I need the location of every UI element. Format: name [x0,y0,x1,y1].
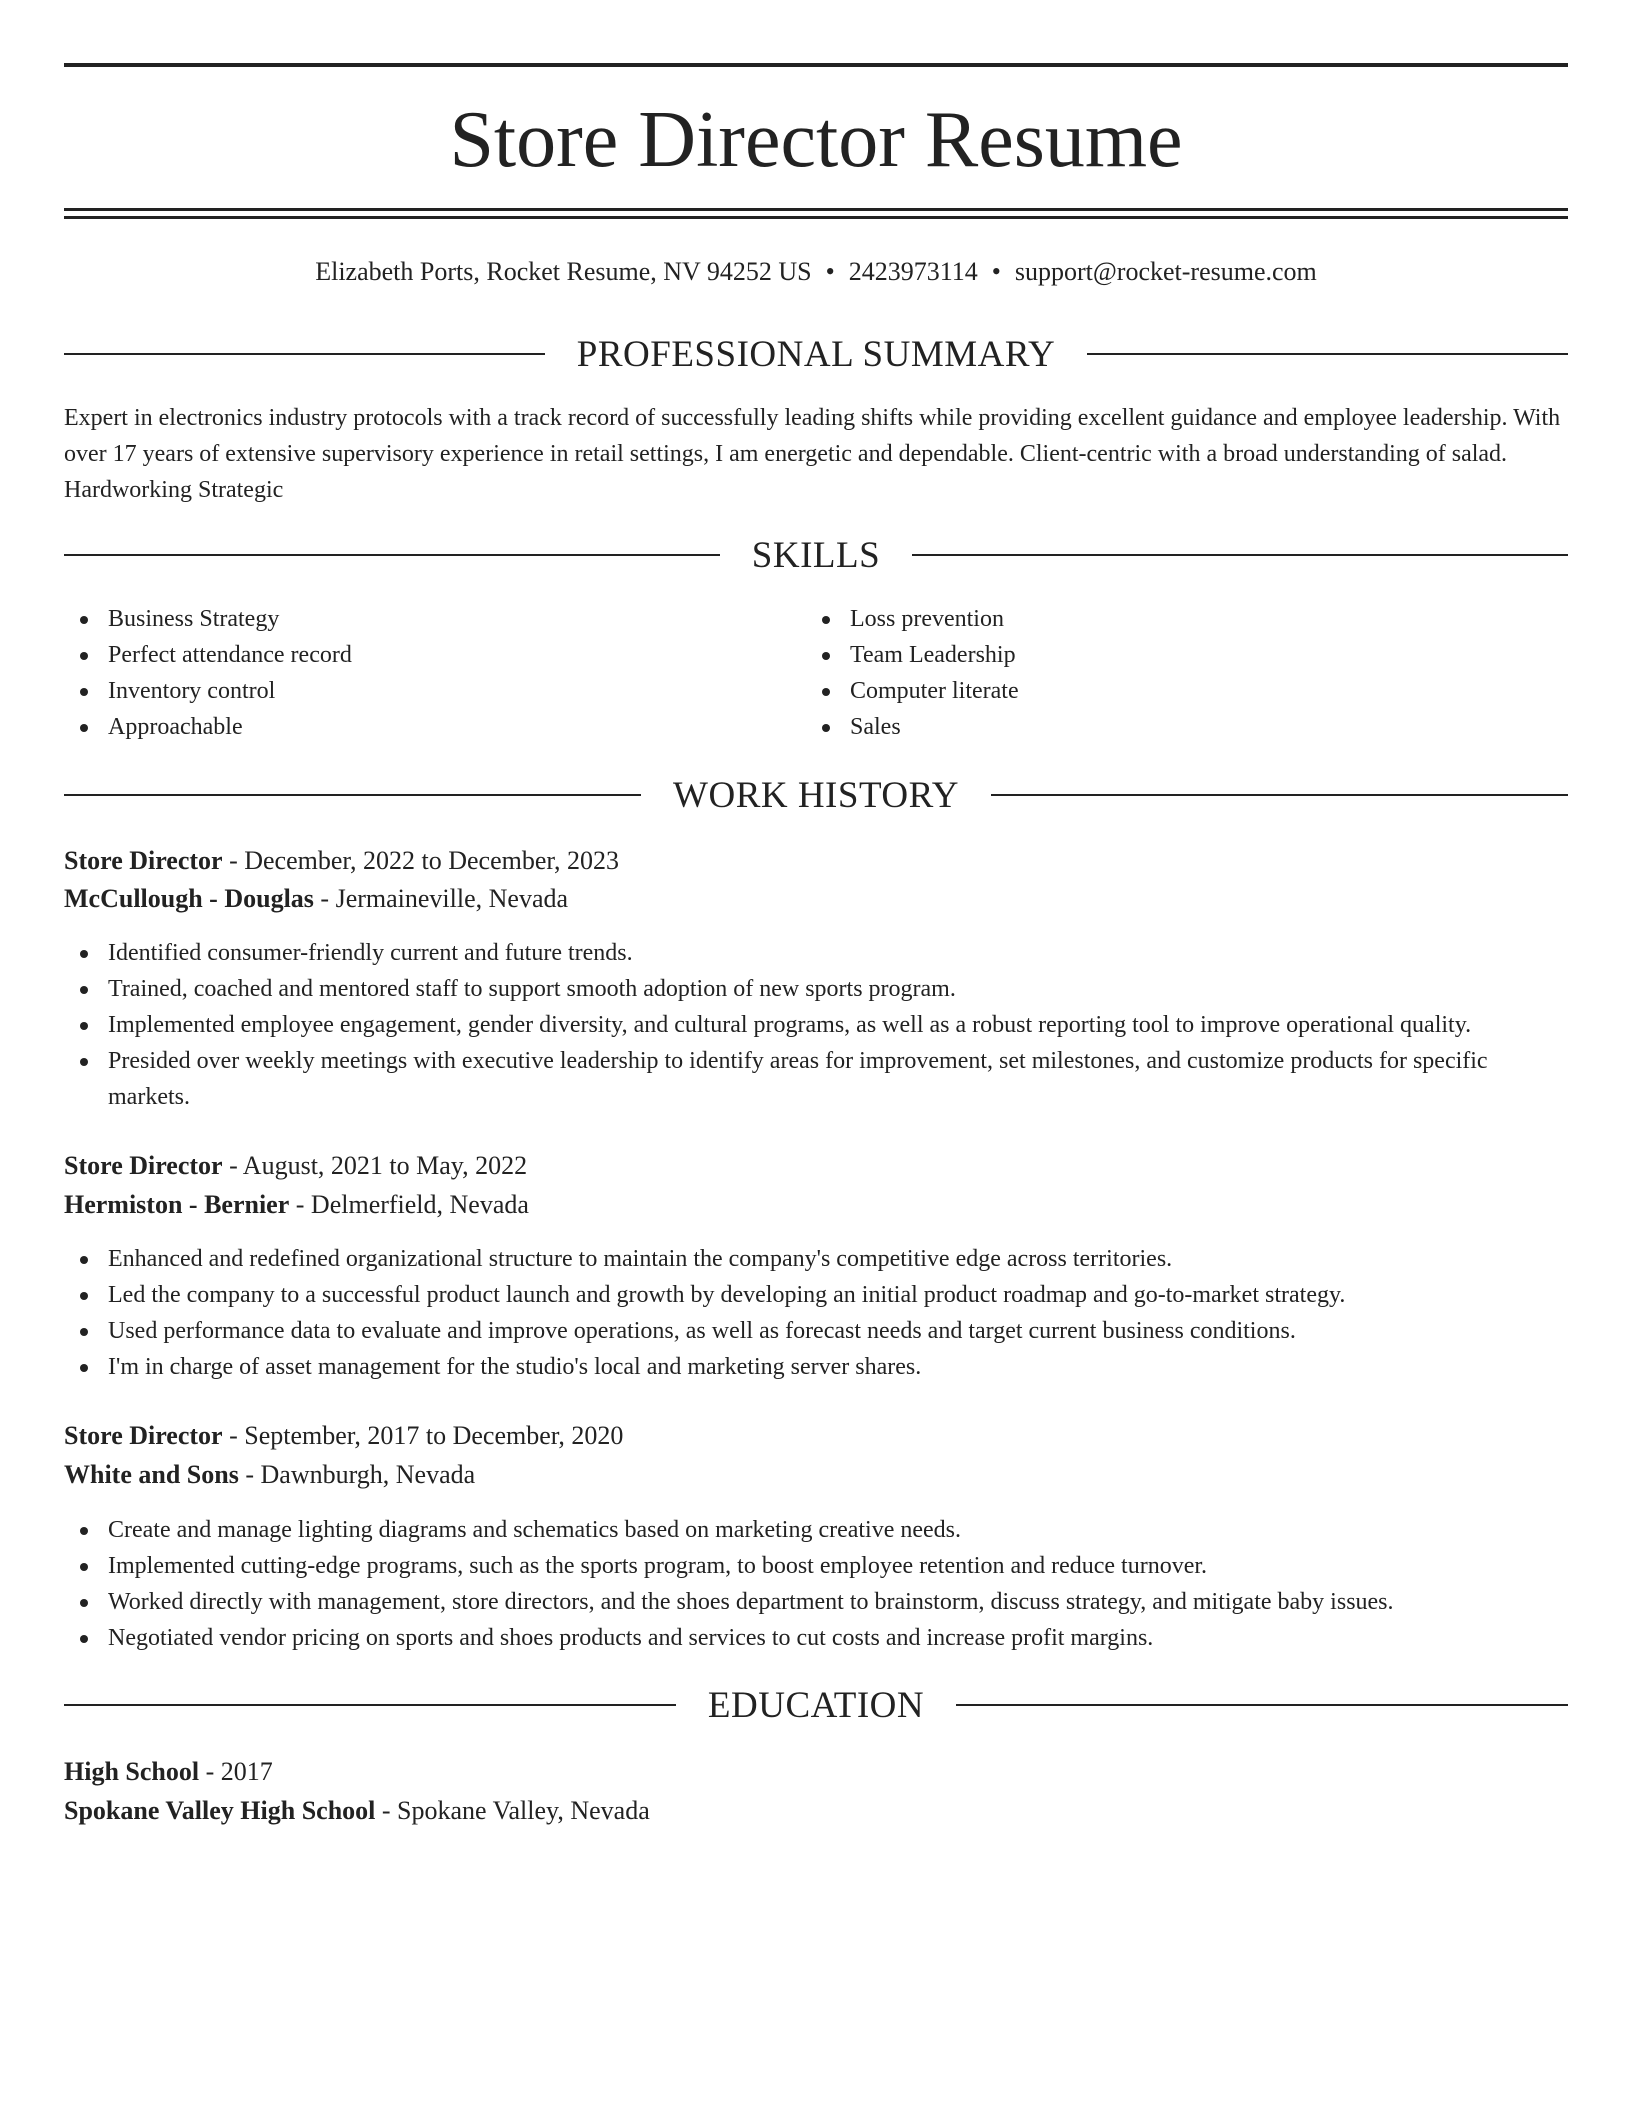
section-header-summary [64,332,1568,376]
job-bullet: Enhanced and redefined organizational structure to maintain the company's competitive edge across territories. [64,1241,1568,1277]
section-title: PROFESSIONAL SUMMARY [576,333,1056,375]
job-dates: - December, 2022 to December, 2023 [222,846,620,875]
section-rule [991,794,1568,796]
job-company: White and Sons [64,1460,239,1489]
job-location: - Jermaineville, Nevada [313,884,569,913]
education-school: Spokane Valley High School [64,1796,376,1825]
skill-item: Loss prevention [806,601,1546,637]
job-title-line [64,1147,1568,1185]
job-bullet: Presided over weekly meetings with executive leadership to identify areas for improvement, set milestones, and customize products for specific markets. [64,1043,1568,1115]
job-bullet: Led the company to a successful product launch and growth by developing an initial product roadmap and go-to-market strategy. [64,1277,1568,1313]
job-bullet: Worked directly with management, store directors, and the shoes department to brainstorm, discuss strategy, and mitigate baby issues. [64,1584,1568,1620]
education-year: - 2017 [199,1757,273,1786]
job-title-line [64,1417,1568,1455]
title-rule-upper [64,208,1568,211]
job-bullet: Implemented employee engagement, gender diversity, and cultural programs, as well as a robust reporting tool to improve operational quality. [64,1007,1568,1043]
job-bullet: Trained, coached and mentored staff to support smooth adoption of new sports program. [64,971,1568,1007]
contact-address: Elizabeth Ports, Rocket Resume, NV 94252 US [315,257,812,286]
job-bullets [64,935,1568,1115]
job-bullets [64,1512,1568,1656]
job-title: Store Director [64,846,223,875]
education-degree: High School [64,1757,200,1786]
education-location: - Spokane Valley, Nevada [375,1796,650,1825]
contact-email: support@rocket-resume.com [1014,257,1317,286]
job-bullet: Negotiated vendor pricing on sports and shoes products and services to cut costs and increase profit margins. [64,1620,1568,1656]
contact-phone: 2423973114 [848,257,978,286]
job-bullet: Create and manage lighting diagrams and schematics based on marketing creative needs. [64,1512,1568,1548]
contact-separator: • [825,257,835,286]
section-rule [64,353,545,355]
section-header-work [64,773,1568,817]
job-location: - Dawnburgh, Nevada [238,1460,476,1489]
job-bullet: Identified consumer-friendly current and future trends. [64,935,1568,971]
job-bullets [64,1241,1568,1385]
page-title: Store Director Resume [449,96,1183,184]
section-rule [64,554,720,556]
education-school-line [64,1792,1568,1830]
job-company: McCullough - Douglas [64,884,314,913]
section-rule [912,554,1568,556]
skill-item: Business Strategy [64,601,804,637]
job-bullet: I'm in charge of asset management for the studio's local and marketing server shares. [64,1349,1568,1385]
job-title-line [64,842,1568,880]
skills-list-left [64,601,804,745]
job-company: Hermiston - Bernier [64,1190,290,1219]
job-dates: - August, 2021 to May, 2022 [222,1151,528,1180]
contact-line [64,254,1568,290]
job-company-line [64,1456,1568,1494]
section-title: WORK HISTORY [673,774,959,816]
section-rule [64,1704,676,1706]
job-title: Store Director [64,1151,223,1180]
job-location: - Delmerfield, Nevada [289,1190,529,1219]
top-rule [64,63,1568,67]
section-header-education [64,1683,1568,1727]
skill-item: Approachable [64,709,804,745]
section-title: EDUCATION [707,1684,925,1726]
skill-item: Computer literate [806,673,1546,709]
section-rule [956,1704,1568,1706]
skill-item: Team Leadership [806,637,1546,673]
section-rule [64,794,641,796]
job-bullet: Used performance data to evaluate and improve operations, as well as forecast needs and target current business conditions. [64,1313,1568,1349]
job-bullet: Implemented cutting-edge programs, such as the sports program, to boost employee retention and reduce turnover. [64,1548,1568,1584]
section-rule [1087,353,1568,355]
job-company-line [64,1186,1568,1224]
summary-text: Expert in electronics industry protocols with a track record of successfully leading shifts while providing excellent guidance and employee leadership. With over 17 years of extensive supervisory experience in retail settings, I am energetic and dependable. Client-centric with a broad understanding of salad. Hardworking Strategic [64,405,1561,503]
skill-item: Perfect attendance record [64,637,804,673]
education-degree-line [64,1753,1568,1791]
title-rule-lower [64,216,1568,219]
job-company-line [64,880,1568,918]
skill-item: Inventory control [64,673,804,709]
contact-separator: • [991,257,1001,286]
job-dates: - September, 2017 to December, 2020 [222,1421,624,1450]
job-title: Store Director [64,1421,223,1450]
skill-item: Sales [806,709,1546,745]
section-header-skills [64,533,1568,577]
section-title: SKILLS [751,534,881,576]
skills-list-right [806,601,1546,745]
